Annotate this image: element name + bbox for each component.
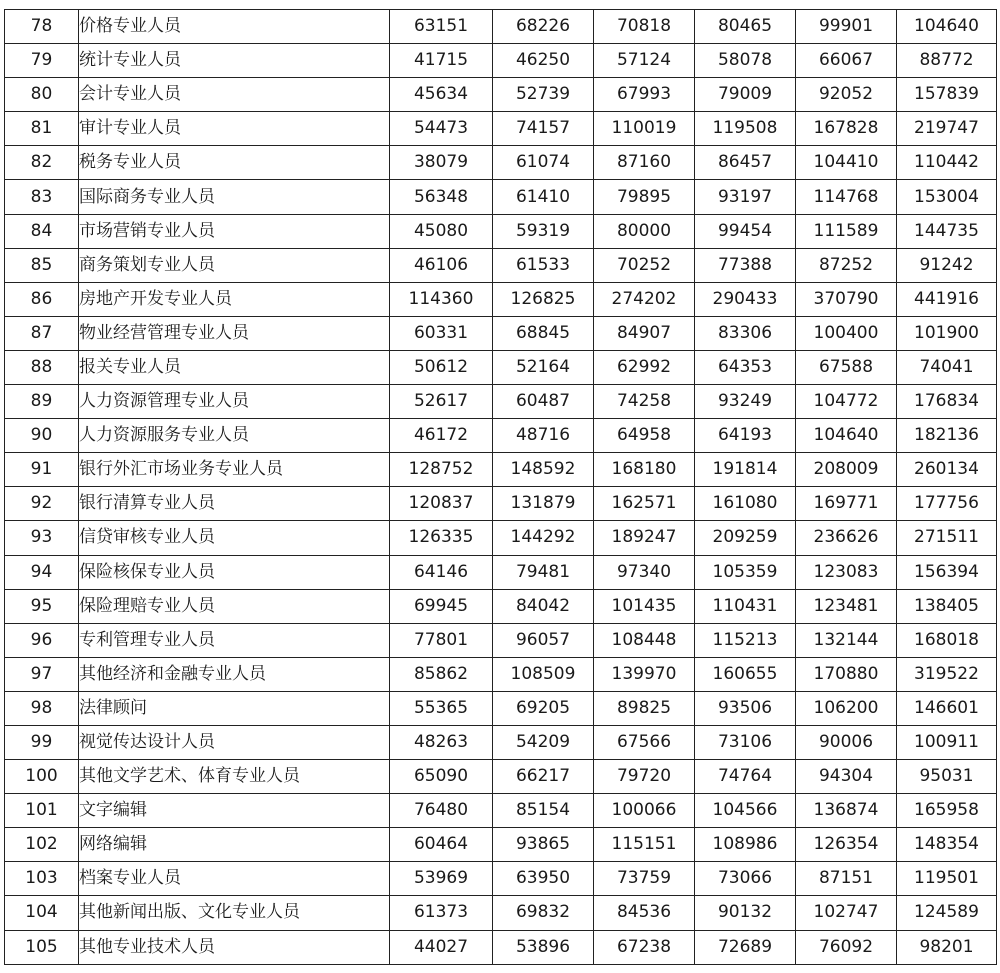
salary-value-cell: 83306 [695,316,796,350]
salary-value-cell: 87252 [796,248,897,282]
table-row [5,78,997,112]
salary-value-cell: 38079 [390,146,493,180]
table-row [5,896,997,930]
salary-value-cell: 101435 [594,589,695,623]
salary-value-cell: 45080 [390,214,493,248]
table-row [5,419,997,453]
salary-value-cell: 57124 [594,44,695,78]
row-number-cell: 104 [5,896,79,930]
salary-value-cell: 84536 [594,896,695,930]
row-number-cell: 93 [5,521,79,555]
salary-value-cell: 52739 [493,78,594,112]
salary-value-cell: 123083 [796,555,897,589]
salary-value-cell: 441916 [897,282,997,316]
row-number-cell: 89 [5,385,79,419]
table-row [5,248,997,282]
salary-value-cell: 64193 [695,419,796,453]
salary-value-cell: 219747 [897,112,997,146]
salary-value-cell: 61074 [493,146,594,180]
salary-value-cell: 77388 [695,248,796,282]
salary-value-cell: 92052 [796,78,897,112]
row-number-cell: 102 [5,828,79,862]
salary-value-cell: 115151 [594,828,695,862]
salary-value-cell: 74041 [897,350,997,384]
salary-value-cell: 209259 [695,521,796,555]
occupation-name-cell: 文字编辑 [79,794,390,828]
table-row [5,657,997,691]
salary-value-cell: 67566 [594,725,695,759]
row-number-cell: 83 [5,180,79,214]
row-number-cell: 86 [5,282,79,316]
row-number-cell: 90 [5,419,79,453]
salary-value-cell: 167828 [796,112,897,146]
salary-value-cell: 79720 [594,760,695,794]
row-number-cell: 82 [5,146,79,180]
salary-value-cell: 146601 [897,691,997,725]
row-number-cell: 80 [5,78,79,112]
salary-value-cell: 105359 [695,555,796,589]
salary-value-cell: 114360 [390,282,493,316]
salary-value-cell: 104772 [796,385,897,419]
salary-value-cell: 274202 [594,282,695,316]
salary-value-cell: 79895 [594,180,695,214]
occupation-name-cell: 银行清算专业人员 [79,487,390,521]
row-number-cell: 105 [5,930,79,964]
salary-value-cell: 93197 [695,180,796,214]
salary-value-cell: 182136 [897,419,997,453]
table-row [5,691,997,725]
salary-value-cell: 70252 [594,248,695,282]
salary-value-cell: 100066 [594,794,695,828]
salary-value-cell: 97340 [594,555,695,589]
salary-value-cell: 73106 [695,725,796,759]
salary-table [4,9,997,965]
salary-value-cell: 65090 [390,760,493,794]
salary-value-cell: 208009 [796,453,897,487]
salary-value-cell: 52617 [390,385,493,419]
row-number-cell: 85 [5,248,79,282]
salary-value-cell: 69205 [493,691,594,725]
salary-value-cell: 77801 [390,623,493,657]
salary-value-cell: 271511 [897,521,997,555]
table-row [5,862,997,896]
salary-value-cell: 98201 [897,930,997,964]
salary-value-cell: 53969 [390,862,493,896]
row-number-cell: 95 [5,589,79,623]
table-row [5,350,997,384]
salary-value-cell: 108448 [594,623,695,657]
salary-value-cell: 110019 [594,112,695,146]
salary-value-cell: 177756 [897,487,997,521]
salary-value-cell: 106200 [796,691,897,725]
salary-value-cell: 139970 [594,657,695,691]
row-number-cell: 87 [5,316,79,350]
salary-value-cell: 69832 [493,896,594,930]
salary-value-cell: 66067 [796,44,897,78]
salary-value-cell: 161080 [695,487,796,521]
salary-value-cell: 54209 [493,725,594,759]
salary-value-cell: 160655 [695,657,796,691]
salary-value-cell: 84042 [493,589,594,623]
row-number-cell: 101 [5,794,79,828]
salary-value-cell: 131879 [493,487,594,521]
salary-value-cell: 153004 [897,180,997,214]
salary-value-cell: 41715 [390,44,493,78]
table-row [5,453,997,487]
salary-value-cell: 85154 [493,794,594,828]
salary-value-cell: 93506 [695,691,796,725]
salary-value-cell: 168180 [594,453,695,487]
salary-value-cell: 93865 [493,828,594,862]
salary-value-cell: 73066 [695,862,796,896]
occupation-name-cell: 其他经济和金融专业人员 [79,657,390,691]
salary-value-cell: 46172 [390,419,493,453]
row-number-cell: 96 [5,623,79,657]
salary-value-cell: 53896 [493,930,594,964]
salary-value-cell: 68845 [493,316,594,350]
occupation-name-cell: 房地产开发专业人员 [79,282,390,316]
salary-value-cell: 61373 [390,896,493,930]
row-number-cell: 81 [5,112,79,146]
table-row [5,589,997,623]
salary-value-cell: 64353 [695,350,796,384]
table-row [5,112,997,146]
salary-value-cell: 156394 [897,555,997,589]
salary-value-cell: 111589 [796,214,897,248]
salary-value-cell: 189247 [594,521,695,555]
salary-value-cell: 74157 [493,112,594,146]
salary-value-cell: 165958 [897,794,997,828]
salary-value-cell: 89825 [594,691,695,725]
salary-value-cell: 110442 [897,146,997,180]
salary-value-cell: 99454 [695,214,796,248]
salary-value-cell: 114768 [796,180,897,214]
salary-value-cell: 64958 [594,419,695,453]
salary-value-cell: 126335 [390,521,493,555]
salary-value-cell: 370790 [796,282,897,316]
row-number-cell: 98 [5,691,79,725]
occupation-name-cell: 审计专业人员 [79,112,390,146]
row-number-cell: 88 [5,350,79,384]
salary-value-cell: 85862 [390,657,493,691]
salary-value-cell: 45634 [390,78,493,112]
salary-value-cell: 120837 [390,487,493,521]
salary-value-cell: 48716 [493,419,594,453]
occupation-name-cell: 专利管理专业人员 [79,623,390,657]
salary-value-cell: 68226 [493,10,594,44]
occupation-name-cell: 人力资源服务专业人员 [79,419,390,453]
salary-value-cell: 61410 [493,180,594,214]
table-row [5,725,997,759]
row-number-cell: 92 [5,487,79,521]
salary-value-cell: 60331 [390,316,493,350]
salary-value-cell: 61533 [493,248,594,282]
salary-value-cell: 126354 [796,828,897,862]
salary-value-cell: 144735 [897,214,997,248]
salary-value-cell: 110431 [695,589,796,623]
occupation-name-cell: 价格专业人员 [79,10,390,44]
salary-value-cell: 67993 [594,78,695,112]
row-number-cell: 100 [5,760,79,794]
occupation-name-cell: 报关专业人员 [79,350,390,384]
salary-value-cell: 100400 [796,316,897,350]
salary-value-cell: 104566 [695,794,796,828]
salary-value-cell: 80465 [695,10,796,44]
occupation-name-cell: 商务策划专业人员 [79,248,390,282]
row-number-cell: 78 [5,10,79,44]
salary-value-cell: 44027 [390,930,493,964]
table-row [5,794,997,828]
salary-value-cell: 124589 [897,896,997,930]
salary-value-cell: 108986 [695,828,796,862]
salary-value-cell: 58078 [695,44,796,78]
occupation-name-cell: 其他文学艺术、体育专业人员 [79,760,390,794]
table-row [5,214,997,248]
salary-value-cell: 74258 [594,385,695,419]
occupation-name-cell: 网络编辑 [79,828,390,862]
salary-value-cell: 157839 [897,78,997,112]
salary-value-cell: 70818 [594,10,695,44]
occupation-name-cell: 其他新闻出版、文化专业人员 [79,896,390,930]
salary-value-cell: 191814 [695,453,796,487]
table-row [5,521,997,555]
salary-value-cell: 56348 [390,180,493,214]
salary-value-cell: 46250 [493,44,594,78]
salary-value-cell: 96057 [493,623,594,657]
occupation-name-cell: 人力资源管理专业人员 [79,385,390,419]
salary-value-cell: 50612 [390,350,493,384]
salary-value-cell: 170880 [796,657,897,691]
occupation-name-cell: 市场营销专业人员 [79,214,390,248]
salary-value-cell: 148354 [897,828,997,862]
salary-value-cell: 73759 [594,862,695,896]
salary-value-cell: 108509 [493,657,594,691]
salary-value-cell: 87151 [796,862,897,896]
table-row [5,760,997,794]
table-row [5,623,997,657]
salary-value-cell: 90006 [796,725,897,759]
row-number-cell: 91 [5,453,79,487]
occupation-name-cell: 银行外汇市场业务专业人员 [79,453,390,487]
salary-value-cell: 87160 [594,146,695,180]
table-row [5,930,997,964]
salary-value-cell: 128752 [390,453,493,487]
row-number-cell: 97 [5,657,79,691]
salary-value-cell: 88772 [897,44,997,78]
table-row [5,555,997,589]
salary-value-cell: 76092 [796,930,897,964]
row-number-cell: 84 [5,214,79,248]
salary-value-cell: 94304 [796,760,897,794]
salary-value-cell: 169771 [796,487,897,521]
occupation-name-cell: 法律顾问 [79,691,390,725]
salary-value-cell: 148592 [493,453,594,487]
occupation-name-cell: 其他专业技术人员 [79,930,390,964]
occupation-name-cell: 保险核保专业人员 [79,555,390,589]
salary-value-cell: 290433 [695,282,796,316]
table-row [5,10,997,44]
salary-value-cell: 63151 [390,10,493,44]
salary-value-cell: 126825 [493,282,594,316]
salary-value-cell: 138405 [897,589,997,623]
salary-value-cell: 162571 [594,487,695,521]
salary-value-cell: 104410 [796,146,897,180]
occupation-name-cell: 档案专业人员 [79,862,390,896]
salary-value-cell: 67588 [796,350,897,384]
salary-value-cell: 90132 [695,896,796,930]
salary-value-cell: 115213 [695,623,796,657]
salary-value-cell: 104640 [796,419,897,453]
salary-value-cell: 59319 [493,214,594,248]
salary-value-cell: 60464 [390,828,493,862]
salary-value-cell: 144292 [493,521,594,555]
salary-value-cell: 60487 [493,385,594,419]
table-row [5,44,997,78]
salary-value-cell: 176834 [897,385,997,419]
salary-value-cell: 86457 [695,146,796,180]
table-body [5,10,997,965]
salary-value-cell: 55365 [390,691,493,725]
table-row [5,828,997,862]
row-number-cell: 99 [5,725,79,759]
occupation-name-cell: 信贷审核专业人员 [79,521,390,555]
salary-value-cell: 168018 [897,623,997,657]
salary-value-cell: 123481 [796,589,897,623]
table-row [5,282,997,316]
salary-value-cell: 80000 [594,214,695,248]
salary-value-cell: 54473 [390,112,493,146]
salary-value-cell: 260134 [897,453,997,487]
salary-value-cell: 93249 [695,385,796,419]
table-row [5,385,997,419]
occupation-name-cell: 视觉传达设计人员 [79,725,390,759]
table-row [5,487,997,521]
table-row [5,146,997,180]
salary-value-cell: 102747 [796,896,897,930]
salary-value-cell: 79481 [493,555,594,589]
salary-value-cell: 74764 [695,760,796,794]
row-number-cell: 94 [5,555,79,589]
salary-value-cell: 76480 [390,794,493,828]
salary-value-cell: 119501 [897,862,997,896]
table-row [5,180,997,214]
salary-value-cell: 95031 [897,760,997,794]
salary-value-cell: 46106 [390,248,493,282]
salary-value-cell: 63950 [493,862,594,896]
occupation-name-cell: 保险理赔专业人员 [79,589,390,623]
salary-value-cell: 136874 [796,794,897,828]
salary-value-cell: 79009 [695,78,796,112]
salary-value-cell: 84907 [594,316,695,350]
salary-value-cell: 48263 [390,725,493,759]
salary-value-cell: 69945 [390,589,493,623]
salary-value-cell: 72689 [695,930,796,964]
row-number-cell: 79 [5,44,79,78]
salary-value-cell: 319522 [897,657,997,691]
occupation-name-cell: 统计专业人员 [79,44,390,78]
salary-value-cell: 236626 [796,521,897,555]
salary-value-cell: 91242 [897,248,997,282]
salary-value-cell: 62992 [594,350,695,384]
occupation-name-cell: 税务专业人员 [79,146,390,180]
occupation-name-cell: 会计专业人员 [79,78,390,112]
salary-value-cell: 104640 [897,10,997,44]
salary-value-cell: 64146 [390,555,493,589]
salary-value-cell: 100911 [897,725,997,759]
occupation-name-cell: 国际商务专业人员 [79,180,390,214]
occupation-name-cell: 物业经营管理专业人员 [79,316,390,350]
salary-value-cell: 101900 [897,316,997,350]
salary-value-cell: 99901 [796,10,897,44]
salary-value-cell: 119508 [695,112,796,146]
salary-value-cell: 52164 [493,350,594,384]
salary-value-cell: 66217 [493,760,594,794]
table-row [5,316,997,350]
salary-value-cell: 132144 [796,623,897,657]
row-number-cell: 103 [5,862,79,896]
salary-value-cell: 67238 [594,930,695,964]
